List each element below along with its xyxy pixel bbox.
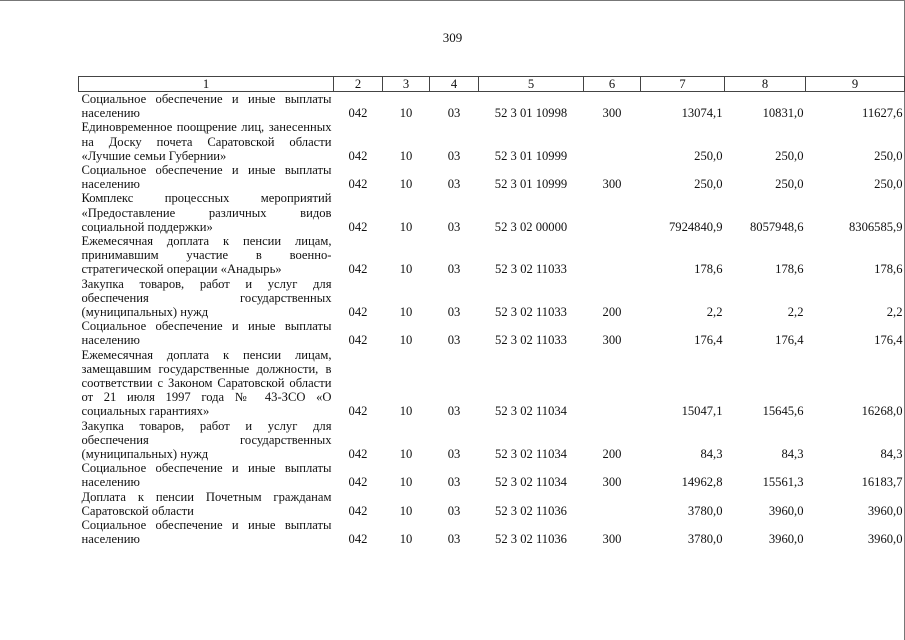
cell-target-article: 52 3 01 10999 xyxy=(494,177,568,192)
cell-amount-col7: 7924840,9 xyxy=(668,219,723,234)
cell-amount-col7: 13074,1 xyxy=(681,106,723,121)
row-description: Социальное обеспечение и иные выплаты населению xyxy=(81,461,332,490)
cell-ministry-code: 042 xyxy=(348,219,368,234)
column-header: 9 xyxy=(806,77,905,92)
cell-target-article: 52 3 02 11034 xyxy=(495,447,567,462)
row-description: Социальное обеспечение и иные выплаты населению xyxy=(81,163,332,192)
cell-amount-col8: 10831,0 xyxy=(762,106,804,121)
table-row xyxy=(79,518,905,546)
cell-expense-type xyxy=(584,490,641,518)
cell-ministry-code: 042 xyxy=(348,262,368,277)
cell-subsection: 03 xyxy=(447,106,461,121)
table-row xyxy=(79,92,905,121)
cell-ministry-code: 042 xyxy=(348,333,368,348)
cell-amount-col8: 2,2 xyxy=(787,305,804,320)
row-description: Комплекс процессных мероприятий «Предоставление различных видов социальной поддержки» xyxy=(81,191,332,234)
row-description: Социальное обеспечение и иные выплаты населению xyxy=(81,518,332,547)
cell-expense-type xyxy=(584,234,641,277)
page-border-top xyxy=(0,0,905,1)
cell-target-article: 52 3 02 11033 xyxy=(495,305,567,320)
cell-amount-col8: 176,4 xyxy=(775,333,804,348)
row-description: Доплата к пенсии Почетным гражданам Саратовской области xyxy=(81,489,332,518)
cell-amount-col7: 250,0 xyxy=(694,177,723,192)
cell-ministry-code: 042 xyxy=(348,106,368,121)
table-row xyxy=(79,490,905,518)
column-header: 1 xyxy=(79,77,334,92)
cell-amount-col7: 3780,0 xyxy=(687,503,723,518)
table-row xyxy=(79,419,905,462)
cell-expense-type: 300 xyxy=(602,333,622,348)
cell-subsection: 03 xyxy=(447,305,461,320)
cell-expense-type xyxy=(584,120,641,163)
cell-section: 10 xyxy=(399,532,413,547)
cell-amount-col7: 250,0 xyxy=(694,148,723,163)
cell-target-article: 52 3 02 11033 xyxy=(495,262,567,277)
cell-section: 10 xyxy=(399,148,413,163)
column-header: 8 xyxy=(725,77,806,92)
cell-subsection: 03 xyxy=(447,404,461,419)
row-description: Социальное обеспечение и иные выплаты населению xyxy=(81,319,332,348)
cell-subsection: 03 xyxy=(447,177,461,192)
cell-amount-col7: 15047,1 xyxy=(681,404,723,419)
cell-ministry-code: 042 xyxy=(348,177,368,192)
cell-target-article: 52 3 01 10998 xyxy=(494,106,568,121)
cell-expense-type: 300 xyxy=(602,106,622,121)
cell-expense-type: 200 xyxy=(602,305,622,320)
cell-subsection: 03 xyxy=(447,262,461,277)
cell-section: 10 xyxy=(399,106,413,121)
cell-ministry-code: 042 xyxy=(348,447,368,462)
table-row xyxy=(79,191,905,234)
cell-amount-col7: 178,6 xyxy=(694,262,723,277)
table-row xyxy=(79,163,905,191)
cell-section: 10 xyxy=(399,333,413,348)
table-row xyxy=(79,319,905,347)
cell-amount-col9: 250,0 xyxy=(874,148,903,163)
cell-subsection: 03 xyxy=(447,219,461,234)
cell-section: 10 xyxy=(399,404,413,419)
column-header: 4 xyxy=(430,77,479,92)
cell-ministry-code: 042 xyxy=(348,305,368,320)
cell-amount-col8: 8057948,6 xyxy=(749,219,804,234)
cell-expense-type xyxy=(584,348,641,419)
cell-subsection: 03 xyxy=(447,148,461,163)
cell-amount-col9: 84,3 xyxy=(880,447,903,462)
page-number: 309 xyxy=(442,30,463,45)
cell-expense-type: 300 xyxy=(602,532,622,547)
cell-amount-col8: 250,0 xyxy=(775,148,804,163)
cell-expense-type: 300 xyxy=(602,177,622,192)
row-description: Закупка товаров, работ и услуг для обеспечения государственных (муниципальных) нужд xyxy=(81,418,332,462)
cell-target-article: 52 3 02 11036 xyxy=(495,503,567,518)
cell-target-article: 52 3 02 11034 xyxy=(495,404,567,419)
cell-expense-type: 300 xyxy=(602,475,622,490)
cell-amount-col9: 250,0 xyxy=(874,177,903,192)
cell-section: 10 xyxy=(399,219,413,234)
cell-amount-col8: 15645,6 xyxy=(762,404,804,419)
column-header: 5 xyxy=(479,77,584,92)
cell-amount-col7: 3780,0 xyxy=(687,532,723,547)
cell-amount-col9: 16183,7 xyxy=(861,475,903,490)
cell-section: 10 xyxy=(399,475,413,490)
row-description: Закупка товаров, работ и услуг для обеспечения государственных (муниципальных) нужд xyxy=(81,276,332,320)
cell-section: 10 xyxy=(399,503,413,518)
cell-subsection: 03 xyxy=(447,475,461,490)
row-description: Социальное обеспечение и иные выплаты населению xyxy=(81,92,332,121)
cell-amount-col7: 176,4 xyxy=(694,333,723,348)
table-row xyxy=(79,461,905,489)
cell-section: 10 xyxy=(399,177,413,192)
cell-ministry-code: 042 xyxy=(348,503,368,518)
cell-amount-col8: 178,6 xyxy=(775,262,804,277)
cell-amount-col9: 8306585,9 xyxy=(848,219,903,234)
cell-subsection: 03 xyxy=(447,532,461,547)
cell-ministry-code: 042 xyxy=(348,532,368,547)
column-header: 6 xyxy=(584,77,641,92)
cell-section: 10 xyxy=(399,447,413,462)
cell-ministry-code: 042 xyxy=(348,148,368,163)
cell-target-article: 52 3 02 00000 xyxy=(494,219,568,234)
cell-amount-col8: 3960,0 xyxy=(768,503,804,518)
cell-ministry-code: 042 xyxy=(348,475,368,490)
cell-ministry-code: 042 xyxy=(348,404,368,419)
cell-amount-col9: 176,4 xyxy=(874,333,903,348)
row-description: Единовременное поощрение лиц, занесенных на Доску почета Саратовской области «Лучшие семьи Губернии» xyxy=(81,120,332,163)
table-row xyxy=(79,234,905,277)
cell-section: 10 xyxy=(399,262,413,277)
budget-table xyxy=(78,76,905,547)
cell-amount-col9: 16268,0 xyxy=(861,404,903,419)
cell-amount-col8: 250,0 xyxy=(775,177,804,192)
column-header: 7 xyxy=(641,77,725,92)
cell-section: 10 xyxy=(399,305,413,320)
cell-target-article: 52 3 02 11034 xyxy=(495,475,567,490)
cell-amount-col8: 3960,0 xyxy=(768,532,804,547)
row-description: Ежемесячная доплата к пенсии лицам, принимавшим участие в военно-стратегической операции «Анадырь» xyxy=(81,234,332,277)
cell-target-article: 52 3 02 11033 xyxy=(495,333,567,348)
table-row xyxy=(79,120,905,163)
cell-expense-type xyxy=(584,191,641,234)
cell-amount-col7: 2,2 xyxy=(706,305,723,320)
cell-amount-col8: 15561,3 xyxy=(762,475,804,490)
table-row xyxy=(79,348,905,419)
cell-target-article: 52 3 02 11036 xyxy=(495,532,567,547)
cell-amount-col9: 178,6 xyxy=(874,262,903,277)
cell-amount-col8: 84,3 xyxy=(781,447,804,462)
cell-expense-type: 200 xyxy=(602,447,622,462)
cell-amount-col7: 14962,8 xyxy=(681,475,723,490)
table-header-row xyxy=(79,77,905,92)
column-header: 3 xyxy=(383,77,430,92)
table-row xyxy=(79,277,905,320)
cell-amount-col9: 3960,0 xyxy=(867,503,903,518)
cell-amount-col7: 84,3 xyxy=(700,447,723,462)
row-description: Ежемесячная доплата к пенсии лицам, замещавшим государственные должности, в соответствии с Законом Саратовской области от 21 июля 1997 года № 43-ЗСО «О социальных гарантиях» xyxy=(81,347,332,419)
cell-target-article: 52 3 01 10999 xyxy=(494,148,568,163)
cell-amount-col9: 2,2 xyxy=(886,305,903,320)
cell-amount-col9: 11627,6 xyxy=(862,106,903,121)
cell-subsection: 03 xyxy=(447,447,461,462)
cell-subsection: 03 xyxy=(447,333,461,348)
column-header: 2 xyxy=(334,77,383,92)
cell-amount-col9: 3960,0 xyxy=(867,532,903,547)
cell-subsection: 03 xyxy=(447,503,461,518)
